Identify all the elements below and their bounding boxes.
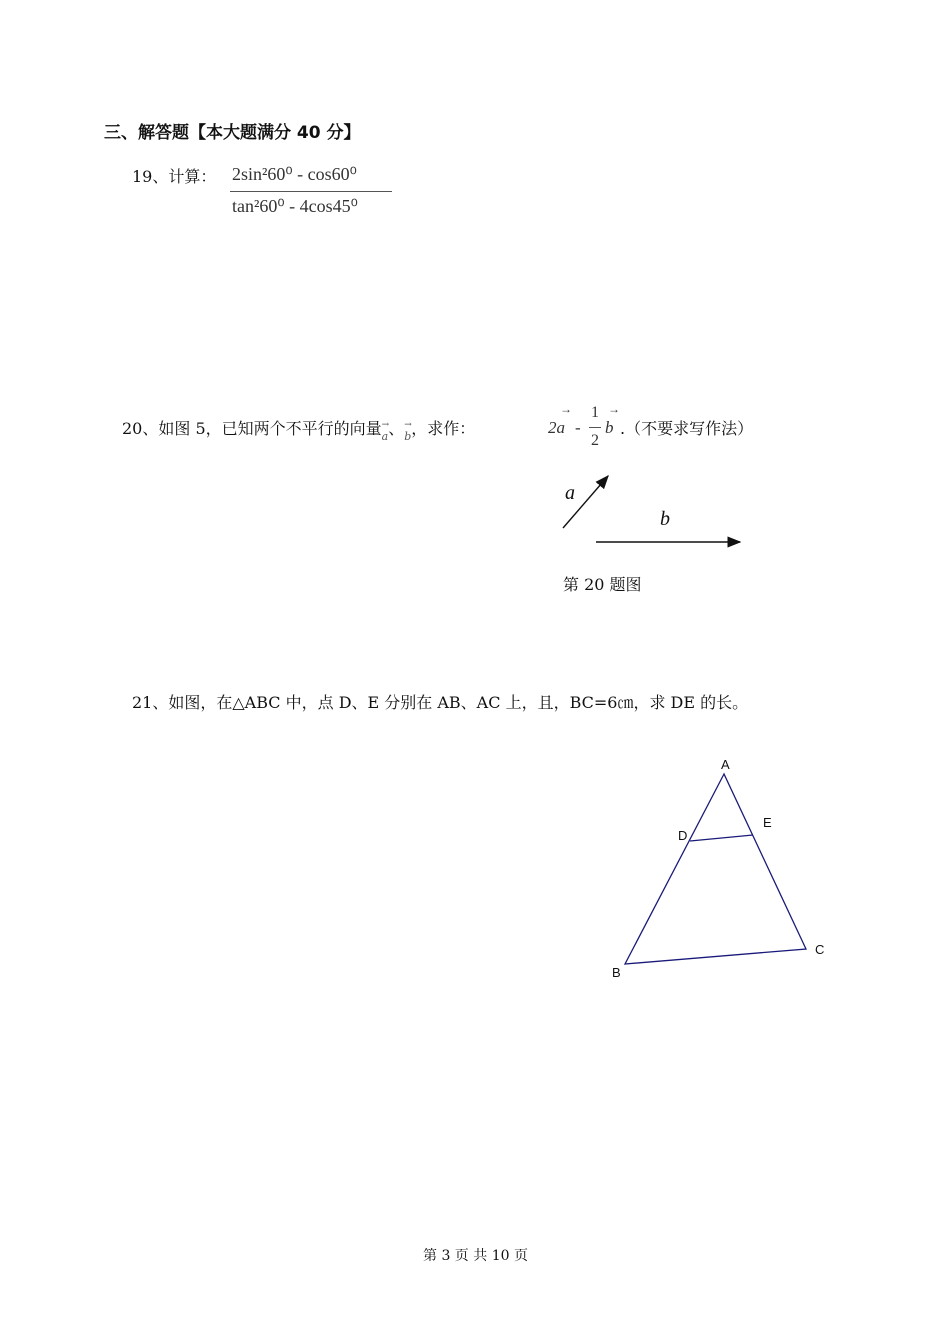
q20-expr-b: → b xyxy=(605,402,620,437)
q19-denominator: tan²60⁰ - 4cos45⁰ xyxy=(232,196,358,216)
section-title: 三、解答题【本大题满分 40 分】 xyxy=(104,123,361,143)
q20-text-before: 20、如图 5，已知两个不平行的向量 xyxy=(122,419,382,438)
point-label-e: E xyxy=(763,815,772,830)
vertex-label-a: A xyxy=(721,757,730,772)
page-footer: 第 3 页 共 10 页 xyxy=(423,1248,528,1264)
point-label-d: D xyxy=(678,828,688,843)
q20-vector-b: → b xyxy=(404,420,412,443)
vertex-label-c: C xyxy=(815,942,825,957)
q20-expr-half-den: 2 xyxy=(591,432,599,449)
q20-question xyxy=(122,416,476,443)
vertex-label-b: B xyxy=(612,965,621,980)
q20-vector-figure xyxy=(540,460,770,560)
fig-label-b: b xyxy=(660,508,670,530)
q19-label: 19、计算： xyxy=(132,167,217,186)
q21-question: 21、如图，在△ABC 中，点 D、E 分别在 AB、AC 上，且，BC=6㎝，求 DE 的长。 xyxy=(132,693,749,712)
triangle-abc xyxy=(625,774,806,964)
q19-fraction-bar xyxy=(230,191,392,192)
q20-figure-caption: 第 20 题图 xyxy=(563,575,642,594)
fig-label-a: a xyxy=(565,482,575,504)
q20-expr-minus: - xyxy=(575,418,581,437)
q20-sep: 、 xyxy=(388,419,405,438)
q20-vector-a: → a xyxy=(381,420,390,443)
segment-de xyxy=(690,835,753,841)
q20-expr-half-bar xyxy=(589,427,601,428)
q20-expr-half-num: 1 xyxy=(591,404,599,421)
q19-numerator: 2sin²60⁰ - cos60⁰ xyxy=(232,164,357,184)
q21-triangle-figure xyxy=(600,750,840,990)
q20-text-after: .（不要求写作法） xyxy=(620,419,754,438)
q20-text-mid: ，求作： xyxy=(411,419,476,438)
q20-expr-2a: → 2a xyxy=(548,402,572,437)
